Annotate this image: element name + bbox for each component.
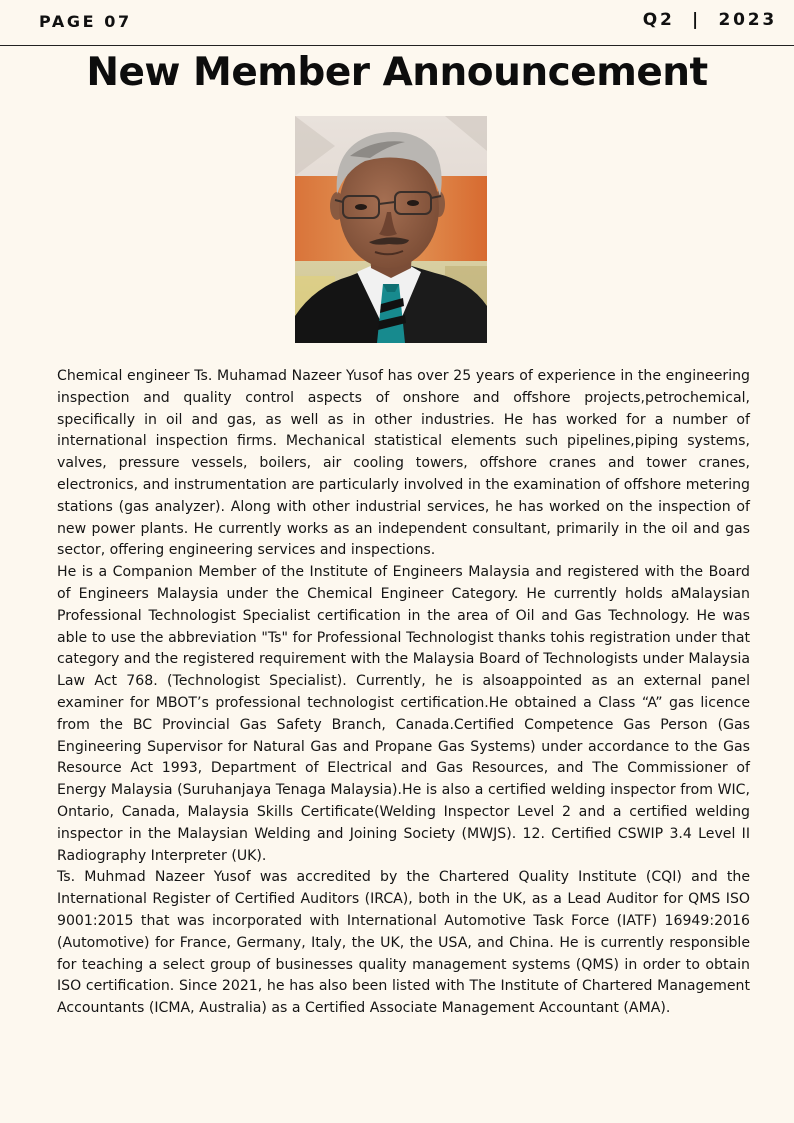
paragraph-experience: Chemical engineer Ts. Muhamad Nazeer Yusof has over 25 years of experience in the engineering inspection and quality control aspects of onshore and offshore projects,petrochemical, specifically in oil and gas, as well as in other industries. He has worked for a number of international inspection firms. Mechanical statistical elements such pipelines,piping systems, valves, pressure vessels, boilers, air cooling towers, offshore cranes and tower cranes, electronics, and instrumentation are particularly involved in the examination of offshore metering stations (gas analyzer). Along with other industrial services, he has worked on the inspection of new power plants. He currently works as an independent consultant, primarily in the oil and gas sector, offering engineering services and inspections. xyxy=(57,368,750,559)
page-number-label: PAGE 07 xyxy=(39,12,132,31)
member-portrait-photo xyxy=(295,116,487,343)
announcement-body xyxy=(57,366,750,1020)
paragraph-accreditation: Ts. Muhmad Nazeer Yusof was accredited by the Chartered Quality Institute (CQI) and the International Register of Certified Auditors (IRCA), both in the UK, as a Lead Auditor for QMS ISO 9001:2015 that was incorporated with International Automotive Task Force (IATF) 16949:2016 (Automotive) for France, Germany, Italy, the UK, the USA, and China. He is currently responsible for teaching a select group of businesses quality management systems (QMS) in order to obtain ISO certification. Since 2021, he has also been listed with The Institute of Chartered Management Accountants (ICMA, Australia) as a Certified Associate Management Accountant (AMA). xyxy=(57,869,750,1017)
page-header xyxy=(0,0,794,46)
page-title: New Member Announcement xyxy=(86,50,708,95)
paragraph-certifications: He is a Companion Member of the Institute of Engineers Malaysia and registered with the Board of Engineers Malaysia under the Chemical Engineer Category. He currently holds aMalaysian Professional Technologist Specialist certification in the area of Oil and Gas Technology. He was able to use the abbreviation "Ts" for Professional Technologist thanks tohis registration under that category and the registered requirement with the Malaysia Board of Technologists under Malaysia Law Act 768. (Technologist Specialist). Currently, he is alsoappointed as an external panel examiner for MBOT’s professional technologist certification.He obtained a Class “A” gas licence from the BC Provincial Gas Safety Branch, Canada.Certified Competence Gas Person (Gas Engineering Supervisor for Natural Gas and Propane Gas Systems) under accordance to the Gas Resource Act 1993, Department of Electrical and Gas Resources, and The Commissioner of Energy Malaysia (Suruhanjaya Tenaga Malaysia).He is also a certified welding inspector from WIC, Ontario, Canada, Malaysia Skills Certificate(Welding Inspector Level 2 and a certified welding inspector in the Malaysian Welding and Joining Society (MWJS). 12. Certified CSWIP 3.4 Level II Radiography Interpreter (UK). xyxy=(57,564,750,864)
issue-date-label: Q2 | 2023 xyxy=(642,10,777,30)
